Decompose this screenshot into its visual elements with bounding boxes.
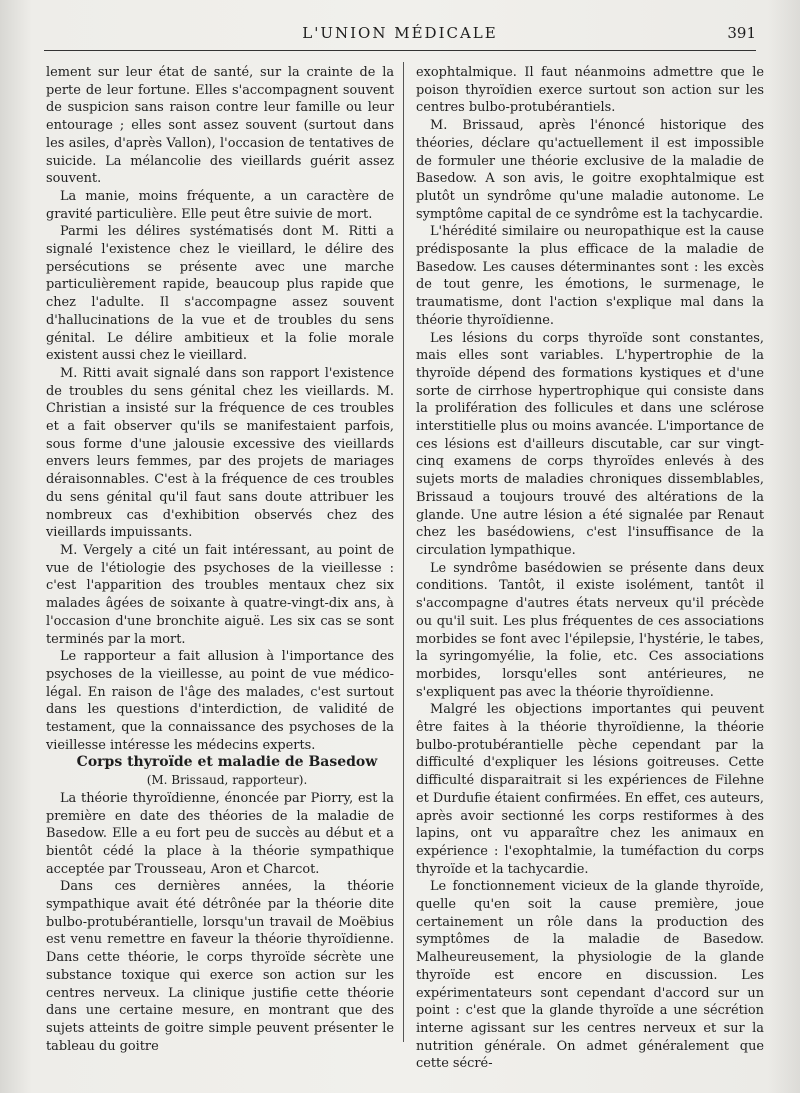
paragraph: exophtalmique. Il faut néanmoins admettre que le poison thyroïdien exerce surtout son action sur les centres bulbo-protubérantiels.	[416, 65, 764, 116]
paragraph: M. Ritti avait signalé dans son rapport l'existence de troubles du sens génital chez les vieillards. M. Christian a insisté sur la fréquence de ces troubles et a fait observer qu'ils se manifestaient parfois, sous forme d'une jalousie excessive des vieillards envers leurs femmes, par des projets de mariages déraisonnables. C'est à la fréquence de ces troubles du sens génital qu'il faut sans doute attribuer les nombreux cas d'exhibition observés chez des vieillards impuissants.	[46, 365, 394, 541]
page-number: 391	[727, 24, 756, 42]
paragraph: Parmi les délires systématisés dont M. Ritti a signalé l'existence chez le vieillard, le délire des persécutions se présente avec une marche particulièrement rapide, beaucoup plus rapide que chez l'adulte. Il s'accompagne assez souvent d'hallucinations de la vue et de troubles du sens génital. Le délire ambitieux et la folie morale existent aussi chez le vieillard.	[46, 224, 394, 364]
paragraph: Dans ces dernières années, la théorie sympathique avait été détrônée par la théorie dite bulbo-protubérantielle, lorsqu'un travail de Moëbius est venu remettre en faveur la théorie thyroïdienne. Dans cette théorie, le corps thyroïde sécrète une substance toxique qui exerce son action sur les centres nerveux. La clinique justifie cette théorie dans une certaine mesure, en montrant que des sujets atteints de goitre simple peuvent présenter le tableau du goitre	[46, 879, 394, 1054]
paragraph: La manie, moins fréquente, a un caractère de gravité particulière. Elle peut être suivie de mort.	[46, 188, 394, 222]
paragraph: Malgré les objections importantes qui peuvent être faites à la théorie thyroïdienne, la théorie bulbo-protubérantielle pèche cependant par la difficulté d'expliquer les lésions goitreuses. Cette difficulté disparaitrait si les expériences de Filehne et Durdufie étaient confirmées. En effet, ces auteurs, après avoir sectionné les corps restiformes à des lapins, ont vu apparaître chez les animaux en expérience : l'exophtalmie, la tuméfaction du corps thyroïde et la tachycardie.	[416, 702, 764, 877]
paragraph: L'hérédité similaire ou neuropathique est la cause prédisposante la plus efficace de la maladie de Basedow. Les causes déterminantes sont : les excès de tout genre, les émotions, le surmenage, le traumatisme, dont l'action s'explique mal dans la théorie thyroïdienne.	[416, 224, 764, 328]
section-author: (M. Brissaud, rapporteur).	[146, 773, 308, 788]
page-header	[44, 22, 756, 51]
paragraph: La théorie thyroïdienne, énoncée par Piorry, est la première en date des théories de la maladie de Basedow. Elle a eu fort peu de succès au début et a bientôt cédé la place à la théorie sympathique acceptée par Trousseau, Aron et Charcot.	[46, 790, 394, 877]
right-column	[416, 64, 764, 1073]
paragraph: Le syndrôme basédowien se présente dans deux conditions. Tantôt, il existe isolément, tantôt il s'accompagne d'autres états nerveux qu'il précède ou qu'il suit. Les plus fréquentes de ces associations morbides se font avec l'épilepsie, l'hystérie, le tabes, la syringomyélie, la folie, etc. Ces associations morbides, lorsqu'elles sont antérieures, ne s'expliquent pas avec la théorie thyroïdienne.	[416, 560, 764, 700]
left-column	[46, 64, 394, 1055]
paragraph: Les lésions du corps thyroïde sont constantes, mais elles sont variables. L'hypertrophie de la thyroïde dépend des formations kystiques et d'une sorte de cirrhose hypertrophique qui consiste dans la prolifération des follicules et dans une sclérose interstitielle plus ou moins avancée. L'importance de ces lésions est d'ailleurs discutable, car sur vingt-cinq examens de corps thyroïdes enlevés à des sujets morts de maladies chroniques dissemblables, Brissaud a toujours trouvé des altérations de la glande. Une autre lésion a été signalée par Renaut chez les basédowiens, c'est l'insuffisance de la circulation lympathique.	[416, 330, 764, 558]
paragraph: lement sur leur état de santé, sur la crainte de la perte de leur fortune. Elles s'accompagnent souvent de suspicion sans raison contre leur famille ou leur entourage ; elles sont assez souvent (surtout dans les asiles, d'après Vallon), l'occasion de tentatives de suicide. La mélancolie des vieillards guérit assez souvent.	[46, 65, 394, 187]
section-title: Corps thyroïde et maladie de Basedow	[76, 754, 378, 771]
paragraph: Le fonctionnement vicieux de la glande thyroïde, quelle qu'en soit la cause première, joue certainement un rôle dans la production des symptômes de la maladie de Basedow. Malheureusement, la physiologie de la glande thyroïde est encore en discussion. Les expérimentateurs sont cependant d'accord sur un point : c'est que la glande thyroïde a une sécrétion interne agissant sur les centres nerveux et sur la nutrition générale. On admet généralement que cette sécré-	[416, 879, 764, 1072]
running-title: L'UNION MÉDICALE	[302, 24, 498, 42]
paragraph: Le rapporteur a fait allusion à l'importance des psychoses de la vieillesse, au point de vue médico-légal. En raison de l'âge des malades, c'est surtout dans les questions d'interdiction, de validité de testament, que la connaissance des psychoses de la vieillesse intéresse les médecins experts.	[46, 649, 394, 753]
paragraph: M. Vergely a cité un fait intéressant, au point de vue de l'étiologie des psychoses de la vieillesse : c'est l'apparition des troubles mentaux chez six malades âgées de soixante à quatre-vingt-dix ans, à l'occasion d'une bronchite aiguë. Les six cas se sont terminés par la mort.	[46, 542, 394, 647]
column-divider	[403, 62, 404, 1042]
paragraph: M. Brissaud, après l'énoncé historique des théories, déclare qu'actuellement il est impossible de formuler une théorie exclusive de la maladie de Basedow. A son avis, le goitre exophtalmique est plutôt un syndrôme qu'une maladie autonome. Le symptôme capital de ce syndrôme est la tachycardie.	[416, 118, 764, 222]
